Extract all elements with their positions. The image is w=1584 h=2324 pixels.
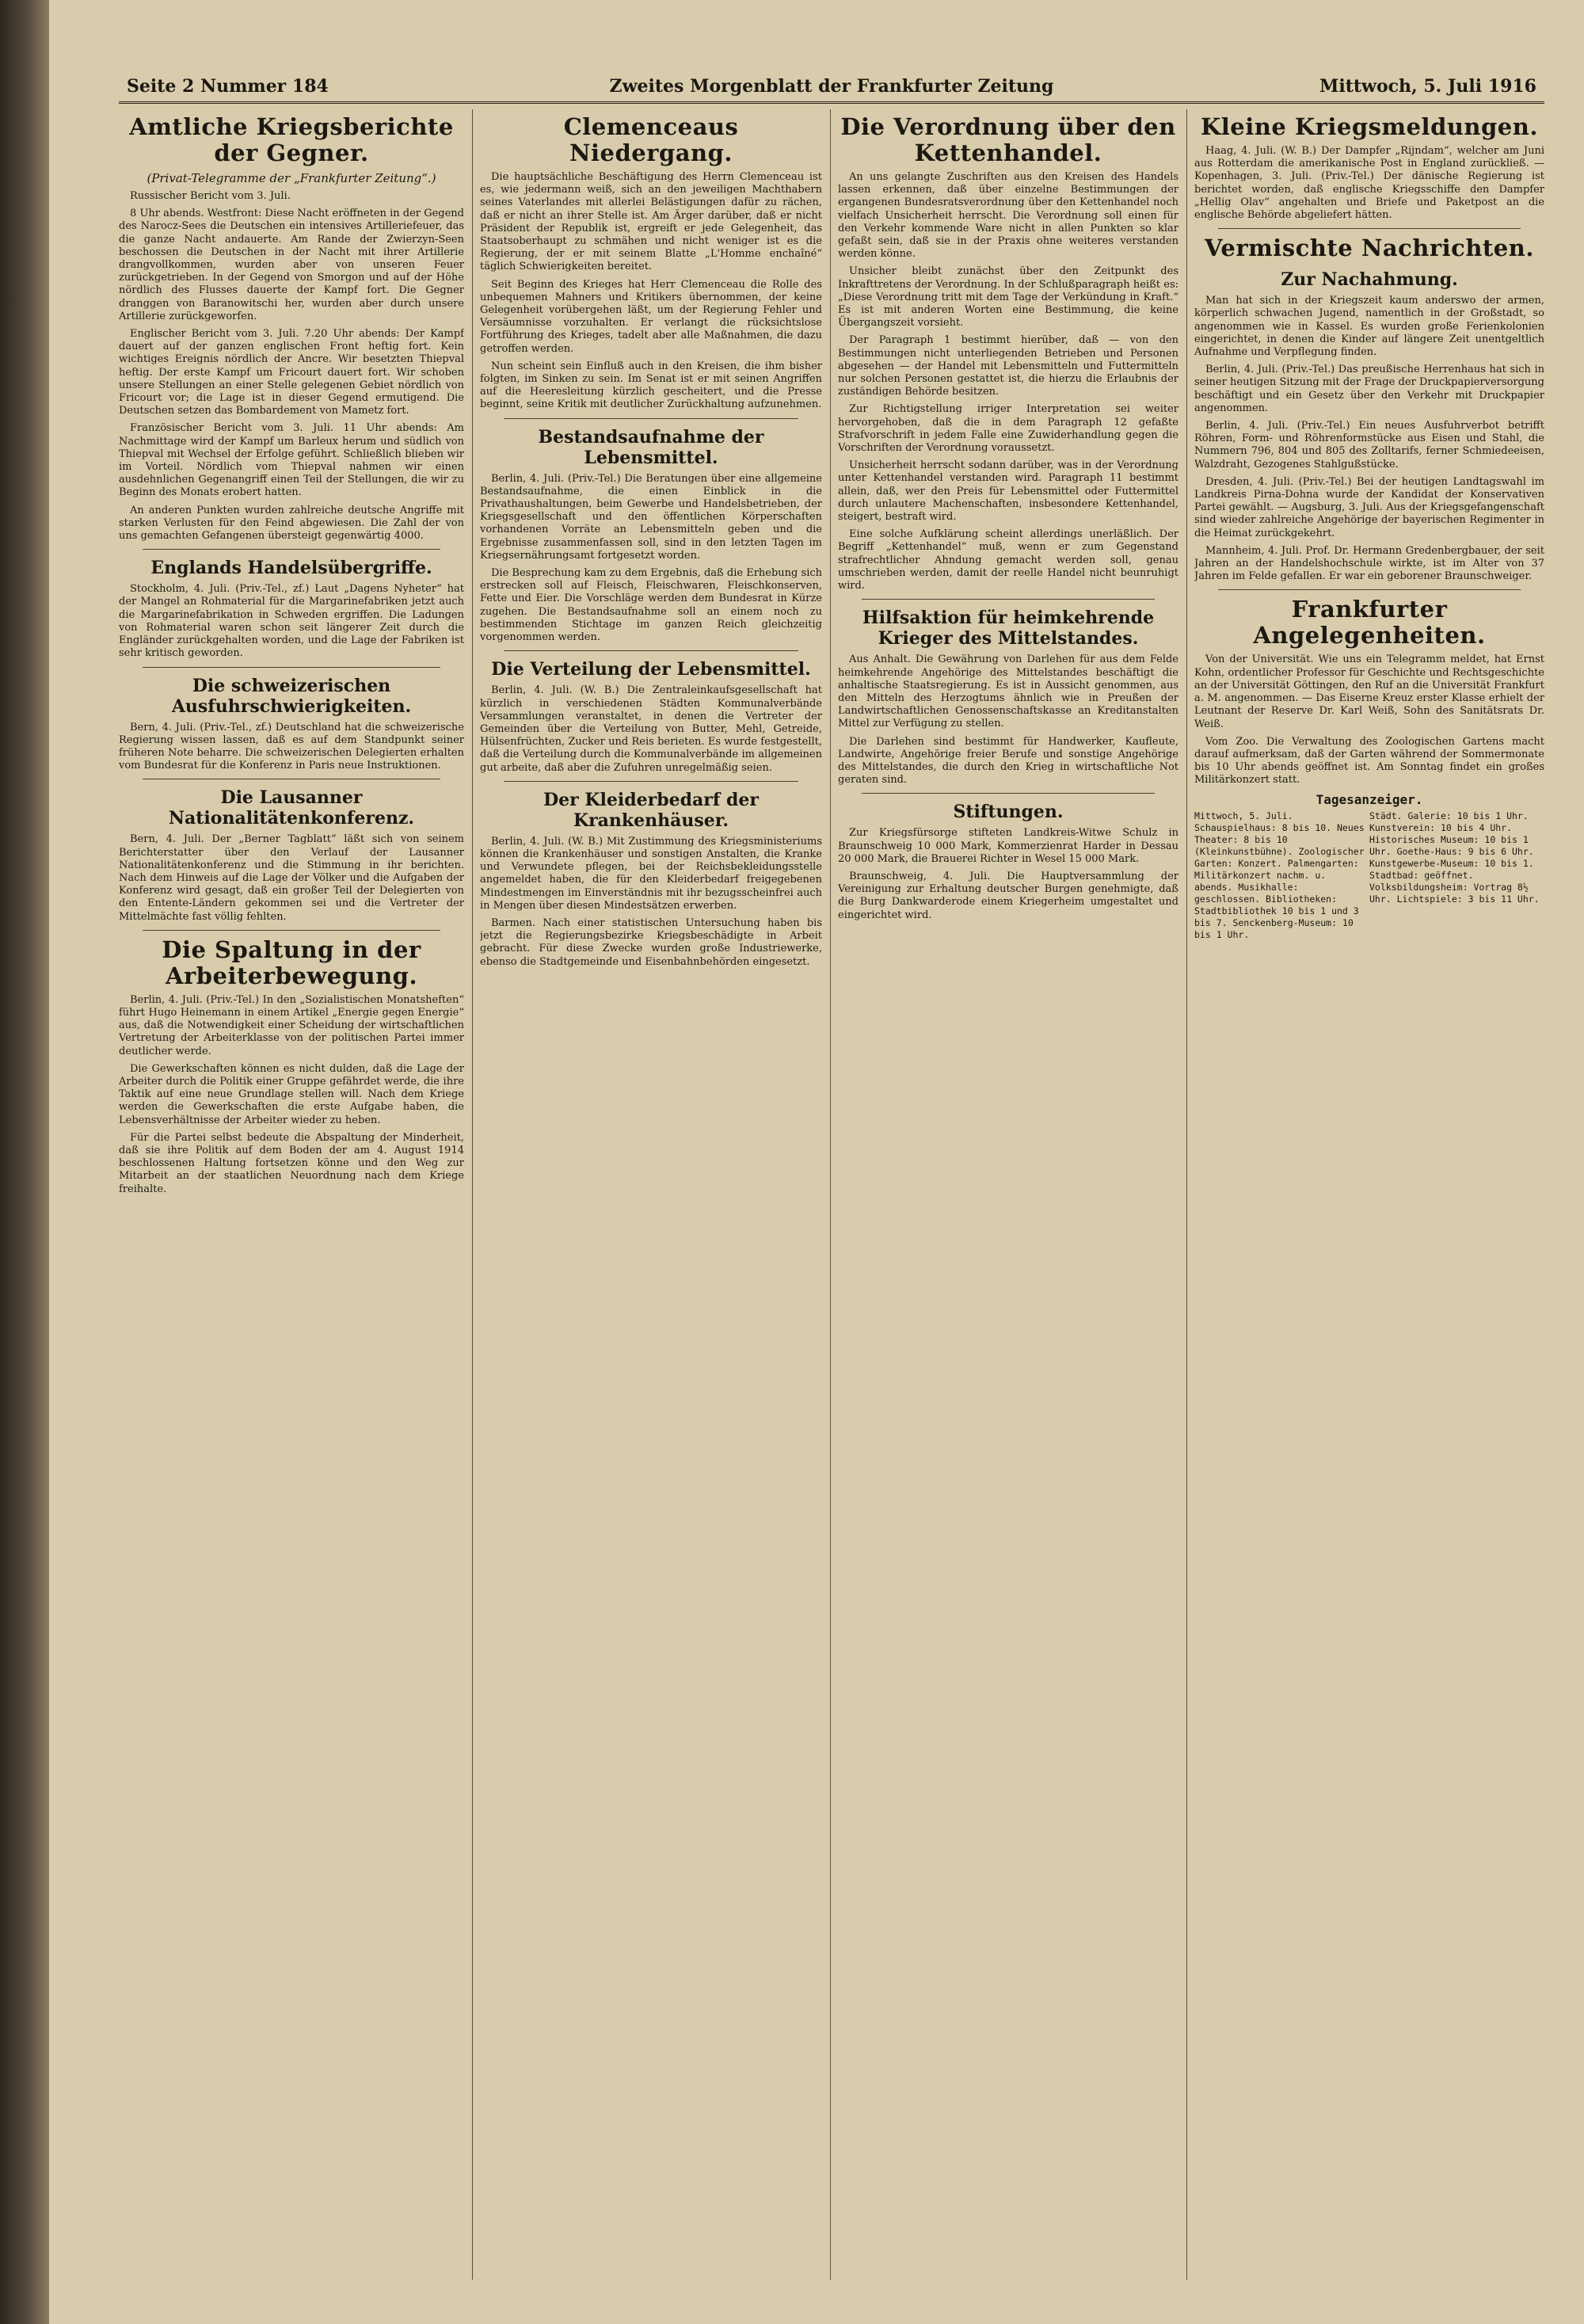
paragraph: An uns gelangte Zuschriften aus den Kreisen des Handels lassen erkennen, daß über einzelne Bestimmungen der ergangenen Bundesratsverordnung über den Kettenhandel noch vielfach Unsicherheit herrscht. Die Verordnung soll einen für den Verkehr kommende Ware nicht in allen Punkten so klar gefaßt sein, daß sie in der Praxis ohne weiteres verstanden werden könne. [838,171,1178,261]
calendar-title: Tagesanzeiger. [1316,791,1423,807]
headline: Kleine Kriegsmeldungen. [1201,113,1538,140]
paragraph: Dresden, 4. Juli. (Priv.-Tel.) Bei der heutigen Landtagswahl im Landkreis Pirna-Dohna wurde der Kandidat der Konservativen Partei gewählt. — Augsburg, 3. Juli. Aus der Kriegsgefangenschaft sind wieder zahlreiche Angehörige der bayerischen Regimenter in die Heimat zurückgekehrt. [1194,475,1544,539]
paragraph: Der Paragraph 1 bestimmt hierüber, daß — von den Bestimmungen nicht unterliegenden Betrieben und Personen abgesehen — der Handel mit Lebensmitteln und Futtermitteln nur solchen Personen gestattet ist, die hierzu die Erlaubnis der zuständigen Behörde besitzen. [838,334,1178,398]
divider [504,650,798,651]
paragraph: Bern, 4. Juli. Der „Berner Tagblatt“ läßt sich von seinem Berichterstatter über den Verlauf der Lausanner Nationalitätenkonferenz und die Stimmung in ihr berichten. Nach dem Hinweis auf die Lage der Völker und die Aufgaben der Konferenz wird gesagt, daß ein großer Teil der Delegierten von den Entente-Ländern gekommen sei und die Vertreter der Mittelmächte fast völlig fehlten. [119,833,464,923]
paragraph: Englischer Bericht vom 3. Juli. 7.20 Uhr abends: Der Kampf dauert auf der ganzen englischen Front heftig fort. Kein wichtiges Ereignis nördlich der Ancre. Wir besetzten Thiepval heftig. Der erste Kampf um Fricourt dauert fort. Wir schoben unsere Stellungen an einer Stelle gelegenen Gebiet nördlich von Fricourt vor; die Lage ist in dieser Gegend ermutigend. Die Deutschen setzen das Bombardement von Mametz fort. [119,328,464,417]
tagesanzeiger [1194,791,1544,941]
divider [143,930,440,931]
headline: Die Verordnung über den Kettenhandel. [840,113,1176,166]
paragraph: Die Gewerkschaften können es nicht dulden, daß die Lage der Arbeiter durch die Politik einer Gruppe gefährdet werde, die ihre Taktik auf eine neue Grundlage stellen will. Nach dem Kriege werden die Gewerkschaften die erste Aufgabe haben, die Lebensverhältnisse der Arbeiter wieder zu heben. [119,1062,464,1126]
column-2 [480,109,822,2288]
calendar-left: Mittwoch, 5. Juli. Schauspielhaus: 8 bis 10. Neues Theater: 8 bis 10 (Kleinkunstbühne). Zoologischer Garten: Konzert. Palmengarten: Militärkonzert nachm. u. abends. Musikhalle: geschlossen. Bibliotheken: Stadtbibliothek 10 bis 1 und 3 bis 7. Senckenberg-Museum: 10 bis 1 Uhr. [1194,810,1365,940]
paragraph: Berlin, 4. Juli. (Priv.-Tel.) Die Beratungen über eine allgemeine Bestandsaufnahme, die einen Einblick in die Privathaushaltungen, beim Gewerbe und Handelsbetrieben, der Kriegsgesellschaft und den öffentlichen Körperschaften vorhandenen Vorräte an Lebensmitteln geben und die Ergebnisse zusammenfassen soll, sind in den letzten Tagen im Kriegsernährungsamt fortgesetzt worden. [480,472,822,562]
article-bestandsaufnahme [480,427,822,645]
paragraph: 8 Uhr abends. Westfront: Diese Nacht eröffneten in der Gegend des Narocz-Sees die Deutschen ein intensives Artilleriefeuer, das die ganze Nacht andauerte. Am Rande der Zwierzyn-Seen beschossen die Deutschen in der Nacht mit ihrer Artillerie drangvollkommen, wurden aber von unseren Feuer zurückgetrieben. In der Gegend von Smorgon und auf der Höhe nördlich des Flusses dauerte der Kampf fort. Die Gegner dranggen von Baranowitschi her, wurden aber durch unsere Artillerie zurückgeworfen. [119,208,464,322]
calendar-right: Städt. Galerie: 10 bis 1 Uhr. Kunstverein: 10 bis 4 Uhr. Historisches Museum: 10 bis 1 Uhr. Goethe-Haus: 9 bis 6 Uhr. Kunstgewerbe-Museum: 10 bis 1. Stadtbad: geöffnet. Volksbildungsheim: Vortrag 8½ Uhr. Lichtspiele: 3 bis 11 Uhr. [1369,810,1540,905]
headline: Die Spaltung in der Arbeiterbewegung. [162,935,421,989]
headline: Stiftungen. [953,802,1064,823]
page-number: Seite 2 Nummer 184 [127,76,329,97]
article-lausanner-konferenz [119,787,464,923]
paragraph: Die Darlehen sind bestimmt für Handwerker, Kaufleute, Landwirte, Angehörige freier Berufe und sonstige Angehörige des Mittelstandes, die durch den Krieg in wirtschaftliche Not geraten sind. [838,735,1178,787]
headline: Clemenceaus Niedergang. [563,113,739,166]
paragraph: Unsicher bleibt zunächst über den Zeitpunkt des Inkrafttretens der Verordnung. In der Schlußparagraph heißt es: „Diese Verordnung tritt mit dem Tage der Verkündung in Kraft.“ Es ist mit anderen Worten eine Bestimmung, die keine Übergangszeit vorsieht. [838,265,1178,330]
headline: Die schweizerischen Ausfuhrschwierigkeiten. [171,675,412,717]
headline: Frankfurter Angelegenheiten. [1253,596,1486,650]
article-schweizerische-ausfuhrschwierigkeiten [119,676,464,773]
paragraph: Berlin, 4. Juli. (Priv.-Tel.) In den „Sozialistischen Monatsheften“ führt Hugo Heinemann in einem Artikel „Energie gegen Energie“ aus, daß die Notwendigkeit einer Scheidung der wirtschaftlichen Vertretung der Arbeiterklasse von der politischen Partei immer deutlicher werde. [119,993,464,1057]
article-verordnung-kettenhandel [838,114,1178,592]
article-englands-handelsuebergriffe [119,558,464,660]
article-hilfsaktion [838,608,1178,787]
subheadline: Zur Nachahmung. [1281,269,1458,291]
headline: Bestandsaufnahme der Lebensmittel. [538,426,764,468]
paragraph: Aus Anhalt. Die Gewährung von Darlehen für aus dem Felde heimkehrende Angehörige des Mittelstandes beschäftigt die anhaltische Staatsregierung. Es ist in Aussicht genommen, aus den Mitteln des Herzogtums ähnlich wie in Preußen der Landwirtschaftlichen Genossenschaftskasse an Kreditanstalten Mittel zur Verfügung zu stellen. [838,653,1178,730]
article-kriegsberichte [119,114,464,543]
paragraph: Unsicherheit herrscht sodann darüber, was in der Verordnung unter Kettenhandel verstanden wird. Paragraph 11 bestimmt allein, daß, wer den Preis für Lebensmittel oder Futtermittel durch unlautere Machenschaften, insbesondere Kettenhandel, steigert, bestraft wird. [838,459,1178,524]
paragraph: Stockholm, 4. Juli. (Priv.-Tel., zf.) Laut „Dagens Nyheter“ hat der Mangel an Rohmaterial für die Margarinefabriken jetzt auch die Margarinefabrikation in Schweden ergriffen. Die Ladungen von Rohmaterial waren schon seit längerer Zeit durch die Engländer zurückgehalten worden, und die Lage der Fabriken ist sehr kritisch geworden. [119,583,464,660]
paragraph: Haag, 4. Juli. (W. B.) Der Dampfer „Rijndam“, welcher am Juni aus Rotterdam die amerikanische Post in England zurückließ. — Kopenhagen, 3. Juli. (Priv.-Tel.) Der dänische Regierung ist berichtet worden, daß englische Kriegsschiffe den Dampfer „Hellig Olav“ angehalten und Briefe und Paketpost an die englische Behörde abgeliefert hätten. [1194,145,1544,222]
newspaper-page [49,0,1584,2324]
divider [504,418,798,419]
paragraph: Barmen. Nach einer statistischen Untersuchung haben bis jetzt die Regierungsbezirke Kriegsbeschädigte in Arbeit gebracht. Für diese Zwecke wurden große Industriewerke, ebenso die Stadtgemeinde und Eisenbahnbehörden eingesetzt. [480,916,822,968]
headline: Amtliche Kriegsberichte der Gegner. [129,113,454,166]
paragraph: Die Besprechung kam zu dem Ergebnis, daß die Erhebung sich erstrecken soll auf Fleisch, Fleischwaren, Fleischkonserven, Fette und Eier. Die Vorschläge werden dem Bundesrat in Kürze zugehen. Die Bestandsaufnahme soll an einem noch zu bestimmenden Stichtage im ganzen Reich gleichzeitig vorgenommen werden. [480,567,822,644]
subtitle: (Privat-Telegramme der „Frankfurter Zeitung“.) [147,171,436,185]
column-1 [119,109,464,2288]
article-stiftungen [838,802,1178,921]
headline: Englands Handelsübergriffe. [150,558,432,579]
book-binding [0,0,49,2324]
divider [862,793,1155,794]
paragraph: Zur Richtigstellung irriger Interpretation sei weiter hervorgehoben, daß die in dem Paragraph 12 gefaßte Strafvorschrift in jedem Falle eine Zuwiderhandlung gegen die Vorschriften der Verordnung voraussetzt. [838,403,1178,455]
column-rule [472,109,473,2280]
paragraph: Berlin, 4. Juli. (Priv.-Tel.) Das preußische Herrenhaus hat sich in seiner heutigen Sitzung mit der Frage der Druckpapierversorgung beschäftigt und ein Gesetz über den Verkehr mit Druckpapier angenommen. [1194,364,1544,414]
article-frankfurter-angelegenheiten [1194,596,1544,787]
paragraph: Französischer Bericht vom 3. Juli. 11 Uhr abends: Am Nachmittage wird der Kampf um Barleux herum und südlich von Thiepval mit Wechsel der Erfolge geführt. Schließlich blieben wir im Vorteil. Nördlich vom Thiepval nahmen wir einen ausdehnlichen Gegenangriff einen Teil der Stellungen, die wir zu Beginn des Monats erobert hatten. [119,422,464,499]
masthead: Zweites Morgenblatt der Frankfurter Zeitung [609,76,1054,97]
article-spaltung-arbeiterbewegung [119,937,464,1196]
column-rule [1186,109,1187,2280]
paragraph: Vom Zoo. Die Verwaltung des Zoologischen Gartens macht darauf aufmerksam, daß der Garten während der Sommermonate bis 10 Uhr abends geöffnet ist. Am Sonntag findet ein großes Militärkonzert statt. [1194,735,1544,787]
article-verteilung-lebensmittel [480,659,822,774]
paragraph: Eine solche Aufklärung scheint allerdings unerläßlich. Der Begriff „Kettenhandel“ muß, wenn er zum Gegenstand strafrechtlicher Ahndung gemacht werden soll, genau umschrieben werden, damit der reelle Handel nicht beunruhigt wird. [838,528,1178,592]
paragraph: Für die Partei selbst bedeute die Abspaltung der Minderheit, daß sie ihre Politik auf dem Boden der am 4. August 1914 beschlossenen Haltung fortsetzen könne und den Weg zur Mitarbeit an der staatlichen Neuordnung nach dem Kriege freihalte. [119,1131,464,1195]
paragraph: Berlin, 4. Juli. (W. B.) Mit Zustimmung des Kriegsministeriums können die Krankenhäuser und sonstigen Anstalten, die Kranke und Verwundete pflegen, bei der Reichsbekleidungsstelle angemeldet haben, die für den Kleiderbedarf freigegebenen Mindestmengen im Einverständnis mit ihr bezugsscheinfrei auch in Mengen über diesen Mindestsätzen erwerben. [480,835,822,912]
divider [1218,589,1521,590]
paragraph: Seit Beginn des Krieges hat Herr Clemenceau die Rolle des unbequemen Mahners und Kritikers übernommen, der keine Gelegenheit vorübergehen läßt, um der Regierung Fehler und Versäumnisse vorzuhalten. Er verlangt die rücksichtslose Fortführung des Krieges, tadelt aber alle Maßnahmen, die dazu getroffen werden. [480,278,822,355]
paragraph: Die hauptsächliche Beschäftigung des Herrn Clemenceau ist es, wie jedermann weiß, sich an den jeweiligen Machthabern seines Vaterlandes mit allerlei Belästigungen dafür zu rächen, daß er nicht an ihrer Stelle ist. Am Ärger darüber, daß er nicht Präsident der Republik ist, ergreift er jede Gelegenheit, das Staatsoberhaupt zu schmähen und nicht weniger ist es die Regierung, der er mit seinem Blatte „L'Homme enchaîné“ täglich Schwierigkeiten bereitet. [480,171,822,273]
column-4 [1194,109,1544,2288]
divider [1218,228,1521,229]
paragraph: Bern, 4. Juli. (Priv.-Tel., zf.) Deutschland hat die schweizerische Regierung wissen lassen, daß es auf dem Standpunkt seiner früheren Note beharre. Die schweizerischen Delegierten erhalten vom Bundesrat für die Konferenz in Paris neue Instruktionen. [119,721,464,772]
article-clemenceaus-niedergang [480,114,822,412]
page-header [119,73,1544,104]
divider [143,549,440,550]
paragraph: Man hat sich in der Kriegszeit kaum anderswo der armen, körperlich schwachen Jugend, namentlich in der Großstadt, so angenommen wie in Kassel. Es wurden große Ferienkolonien eingerichtet, in denen die Kinder auf längere Zeit unentgeltlich Aufnahme und Verpflegung finden. [1194,295,1544,359]
article-kleine-kriegsmeldungen [1194,114,1544,222]
headline: Die Lausanner Nationalitätenkonferenz. [168,787,415,829]
divider [504,781,798,782]
dateline: Russischer Bericht vom 3. Juli. [130,190,291,202]
divider [862,599,1155,600]
article-kleiderbedarf [480,790,822,969]
column-3 [838,109,1178,2288]
date-line: Mittwoch, 5. Juli 1916 [1319,76,1536,97]
headline: Die Verteilung der Lebensmittel. [491,659,811,680]
paragraph: Mannheim, 4. Juli. Prof. Dr. Hermann Gredenbergbauer, der seit Jahren an der Handelshochschule wirkte, ist im Alter von 37 Jahren im Felde gefallen. Er war ein geborener Braunschweiger. [1194,544,1544,583]
paragraph: Zur Kriegsfürsorge stifteten Landkreis-Witwe Schulz in Braunschweig 10 000 Mark, Kommerzienrat Harder in Dessau 20 000 Mark, die Brauerei Richter in Wesel 15 000 Mark. [838,827,1178,865]
paragraph: Nun scheint sein Einfluß auch in den Kreisen, die ihm bisher folgten, im Sinken zu sein. Im Senat ist er mit seinen Angriffen auf die Heeresleitung kürzlich gescheitert, und die Presse beginnt, seine Kritik mit deutlicher Zurückhaltung aufzunehmen. [480,360,822,411]
paragraph: Von der Universität. Wie uns ein Telegramm meldet, hat Ernst Kohn, ordentlicher Professor für Geschichte und Rechtsgeschichte an der Universität Göttingen, den Ruf an die Universität Frankfurt a. M. angenommen. — Das Eiserne Kreuz erster Klasse erhielt der Leutnant der Reserve Dr. Karl Weiß, Sohn des Sanitätsrats Dr. Weiß. [1194,653,1544,730]
headline: Der Kleiderbedarf der Krankenhäuser. [543,789,759,831]
article-vermischte-nachrichten [1194,235,1544,583]
paragraph: An anderen Punkten wurden zahlreiche deutsche Angriffe mit starken Verlusten für den Feind abgewiesen. Die Zahl der von uns gemachten Gefangenen übersteigt gegenwärtig 4000. [119,504,464,543]
paragraph: Braunschweig, 4. Juli. Die Hauptversammlung der Vereinigung zur Erhaltung deutscher Burgen genehmigte, daß die Burg Dankwarderode einem Kriegerheim umgestaltet und eingerichtet wird. [838,870,1178,921]
paragraph: Berlin, 4. Juli. (Priv.-Tel.) Ein neues Ausfuhrverbot betrifft Röhren, Form- und Röhrenformstücke aus Eisen und Stahl, die Nummern 796, 804 und 805 des Zolltarifs, ferner Schmiedeeisen, Walzdraht, Gezogenes Stahlgußstücke. [1194,420,1544,471]
headline: Hilfsaktion für heimkehrende Krieger des Mittelstandes. [862,608,1155,650]
divider [143,667,440,668]
headline: Vermischte Nachrichten. [1205,234,1534,262]
paragraph: Berlin, 4. Juli. (W. B.) Die Zentraleinkaufsgesellschaft hat kürzlich in verschiedenen Städten Kommunalverbände Versammlungen veranstaltet, in denen die Vertreter der Gemeinden über die Verteilung von Butter, Mehl, Getreide, Hülsenfrüchten, Zucker und Reis berieten. Es wurde festgestellt, daß die Verteilung durch die Kommunalverbände im allgemeinen gut arbeite, daß aber die Zufuhren unregelmäßig seien. [480,684,822,774]
column-rule [830,109,831,2280]
